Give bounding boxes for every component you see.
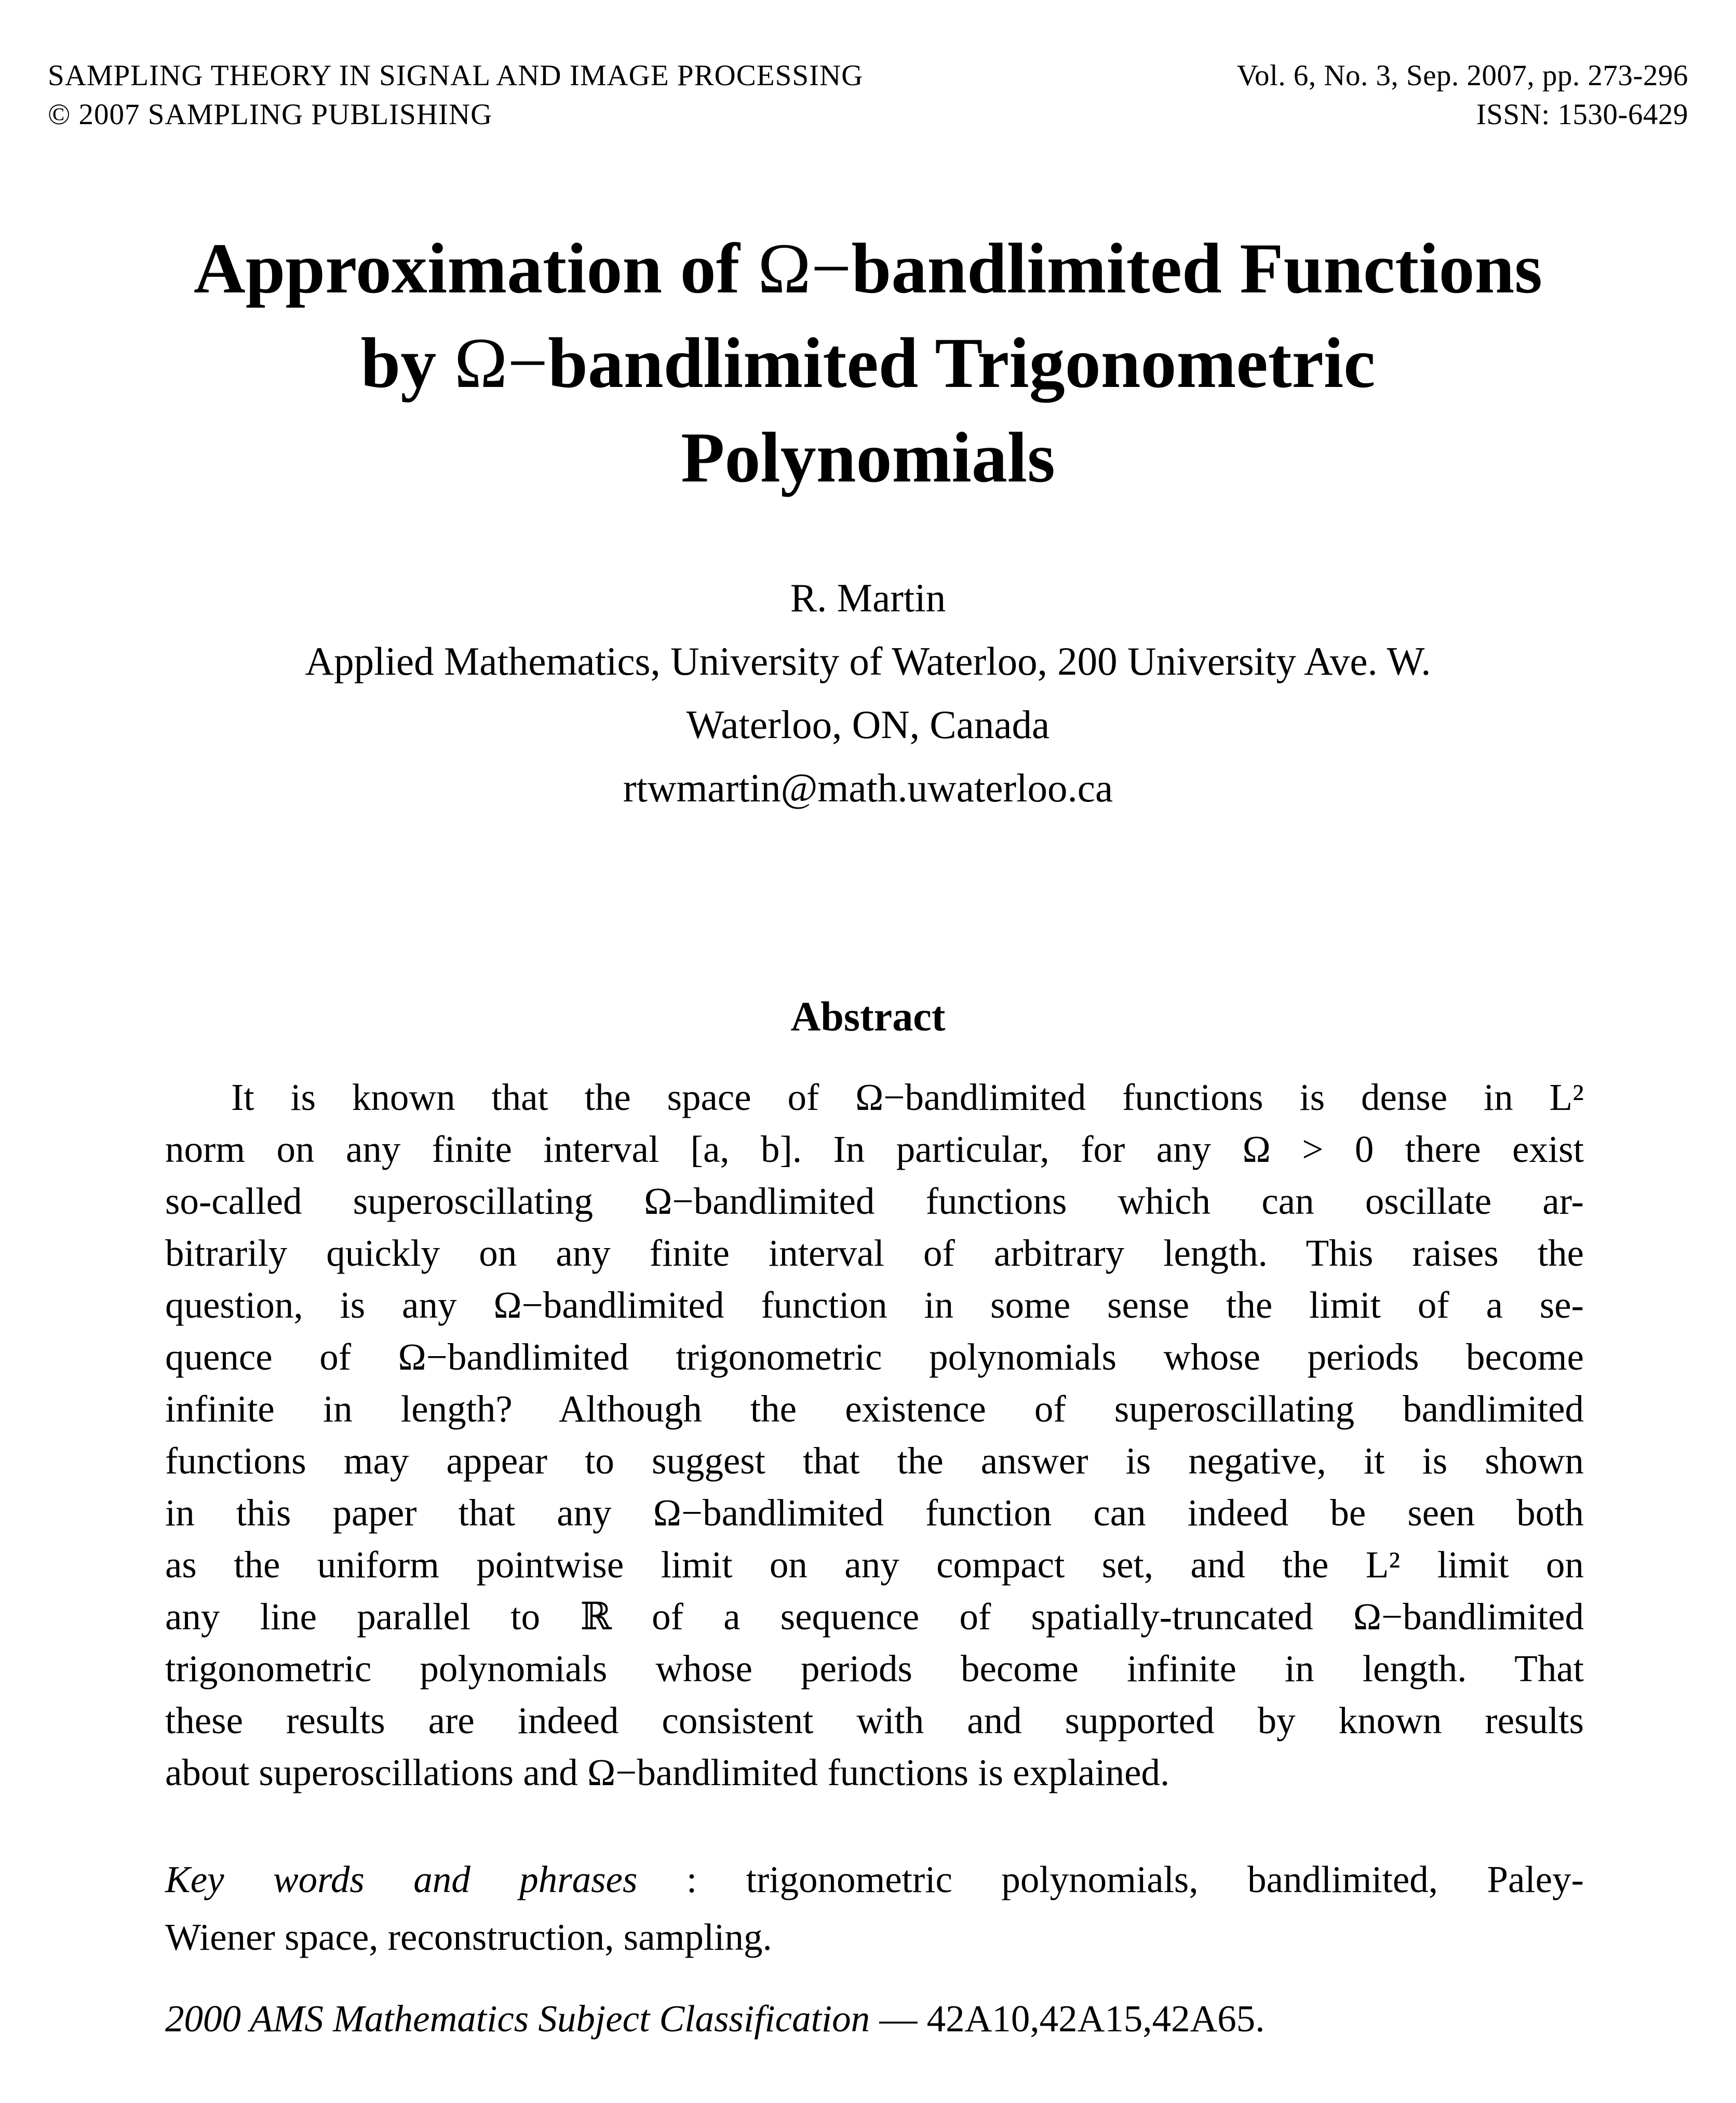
abstract-line: so-called superoscillating Ω−bandlimited functions which can oscillate ar- <box>165 1180 1584 1222</box>
title-text: Approximation of <box>193 229 758 308</box>
title-text: by <box>360 323 454 403</box>
abstract-line: as the uniform pointwise limit on any compact set, and the L² limit on <box>165 1544 1584 1586</box>
abstract-line: functions may appear to suggest that the answer is negative, it is shown <box>165 1440 1584 1482</box>
title-text: bandlimited Functions <box>851 229 1543 308</box>
keywords-block <box>165 1851 1584 1966</box>
title-line-2 <box>52 316 1684 410</box>
ams-classification <box>165 1993 1584 2045</box>
keywords-label: Key words and phrases <box>165 1858 638 1900</box>
abstract-line: these results are indeed consistent with and supported by known results <box>165 1699 1584 1742</box>
volume-issue-info: Vol. 6, No. 3, Sep. 2007, pp. 273-296 <box>1236 59 1688 92</box>
ams-codes: — 42A10,42A15,42A65. <box>870 1998 1265 2040</box>
abstract-line: It is known that the space of Ω−bandlimited functions is dense in L² <box>231 1076 1584 1118</box>
abstract-line: question, is any Ω−bandlimited function in some sense the limit of a se- <box>165 1284 1584 1326</box>
abstract-line: quence of Ω−bandlimited trigonometric polynomials whose periods become <box>165 1336 1584 1378</box>
author-affiliation: Applied Mathematics, University of Waterloo, 200 University Ave. W. <box>305 639 1431 684</box>
abstract-line: infinite in length? Although the existence of superoscillating bandlimited <box>165 1388 1584 1430</box>
journal-header-right <box>1237 56 1688 134</box>
abstract-line: in this paper that any Ω−bandlimited function can indeed be seen both <box>165 1492 1584 1534</box>
issn-number: ISSN: 1530-6429 <box>1476 98 1688 131</box>
keywords-line-1 <box>165 1851 1584 1908</box>
abstract-line: norm on any finite interval [a, b]. In particular, for any Ω > 0 there exist <box>165 1128 1584 1170</box>
title-text: Polynomials <box>681 418 1055 497</box>
keywords-text: : trigonometric polynomials, bandlimited, Paley- <box>637 1858 1584 1900</box>
paper-title <box>52 221 1684 505</box>
author-location: Waterloo, ON, Canada <box>686 702 1050 747</box>
omega-minus-symbol: Ω− <box>758 229 852 308</box>
abstract-line: bitrarily quickly on any finite interval of arbitrary length. This raises the <box>165 1232 1584 1274</box>
abstract-body <box>165 1071 1584 1799</box>
author-email: rtwmartin@math.uwaterloo.ca <box>623 766 1113 810</box>
keywords-line-2: Wiener space, reconstruction, sampling. <box>165 1916 772 1958</box>
abstract-line: any line parallel to ℝ of a sequence of spatially-truncated Ω−bandlimited <box>165 1596 1584 1638</box>
abstract-heading: Abstract <box>790 994 946 1040</box>
abstract-line: about superoscillations and Ω−bandlimited functions is explained. <box>165 1751 1170 1793</box>
title-text: bandlimited Trigonometric <box>548 323 1376 403</box>
title-line-3 <box>52 410 1684 505</box>
title-line-1 <box>52 221 1684 316</box>
journal-header-left <box>48 56 863 134</box>
abstract-line: trigonometric polynomials whose periods become infinite in length. That <box>165 1647 1584 1690</box>
author-name: R. Martin <box>790 575 946 620</box>
copyright-line: © 2007 SAMPLING PUBLISHING <box>48 98 493 131</box>
journal-name: SAMPLING THEORY IN SIGNAL AND IMAGE PROCESSING <box>48 59 864 92</box>
author-block <box>0 566 1736 820</box>
journal-header <box>0 0 1736 134</box>
omega-minus-symbol: Ω− <box>454 323 548 403</box>
ams-label: 2000 AMS Mathematics Subject Classification <box>165 1998 870 2040</box>
